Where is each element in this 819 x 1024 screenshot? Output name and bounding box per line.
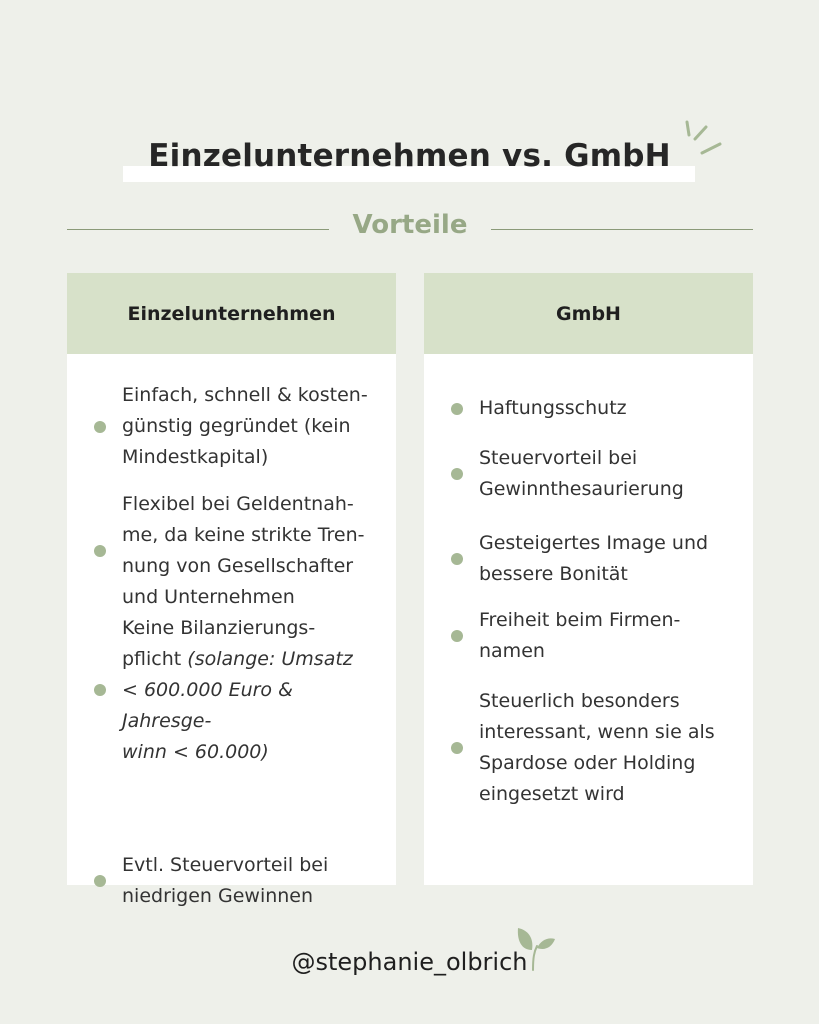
leaf-icon bbox=[515, 924, 557, 972]
list-item bbox=[67, 489, 396, 613]
bullet-dot-icon bbox=[451, 553, 463, 565]
card-gmbh bbox=[424, 273, 753, 885]
divider-line-left bbox=[67, 229, 329, 230]
section-divider bbox=[67, 208, 753, 250]
list-item bbox=[424, 605, 753, 667]
list-item-text: Freiheit beim Firmen- namen bbox=[479, 609, 681, 662]
list-item-text: Flexibel bei Geldentnah- me, da keine strikte Tren- nung von Gesellschafter und Unternehmen bbox=[122, 493, 365, 608]
list-item bbox=[424, 443, 753, 505]
bullet-dot-icon bbox=[451, 468, 463, 480]
list-item-text: Keine Bilanzierungs- pflicht (solange: Umsatz < 600.000 Euro & Jahresge- winn < 60.000) bbox=[122, 616, 353, 763]
social-handle: @stephanie_olbrich bbox=[291, 948, 528, 976]
list-item-text: Evtl. Steuervorteil bei niedrigen Gewinnen bbox=[122, 854, 329, 907]
bullet-dot-icon bbox=[94, 875, 106, 887]
list-item bbox=[67, 380, 396, 473]
list-item bbox=[424, 393, 753, 424]
divider-line-right bbox=[491, 229, 753, 230]
list-item-text: Haftungsschutz bbox=[479, 397, 627, 419]
card-heading: GmbH bbox=[424, 273, 753, 354]
footer bbox=[0, 948, 819, 976]
list-item bbox=[67, 616, 396, 763]
bullet-dot-icon bbox=[94, 421, 106, 433]
bullet-dot-icon bbox=[94, 684, 106, 696]
spark-icon bbox=[682, 118, 726, 162]
bullet-dot-icon bbox=[451, 403, 463, 415]
bullet-dot-icon bbox=[94, 545, 106, 557]
card-einzelunternehmen bbox=[67, 273, 396, 907]
card-heading: Einzelunternehmen bbox=[67, 273, 396, 354]
list-item bbox=[67, 850, 396, 912]
bullet-dot-icon bbox=[451, 630, 463, 642]
list-item-text: Steuervorteil bei Gewinnthesaurierung bbox=[479, 447, 684, 500]
list-item-text: Gesteigertes Image und bessere Bonität bbox=[479, 532, 709, 585]
list-item bbox=[424, 686, 753, 810]
list-item-text: Steuerlich besonders interessant, wenn sie als Spardose oder Holding eingesetzt wird bbox=[479, 690, 715, 805]
list-item bbox=[424, 528, 753, 590]
section-heading: Vorteile bbox=[352, 210, 468, 240]
page-title: Einzelunternehmen vs. GmbH bbox=[148, 138, 671, 174]
bullet-dot-icon bbox=[451, 742, 463, 754]
list-item-text: Einfach, schnell & kosten- günstig gegründet (kein Mindestkapital) bbox=[122, 384, 368, 468]
